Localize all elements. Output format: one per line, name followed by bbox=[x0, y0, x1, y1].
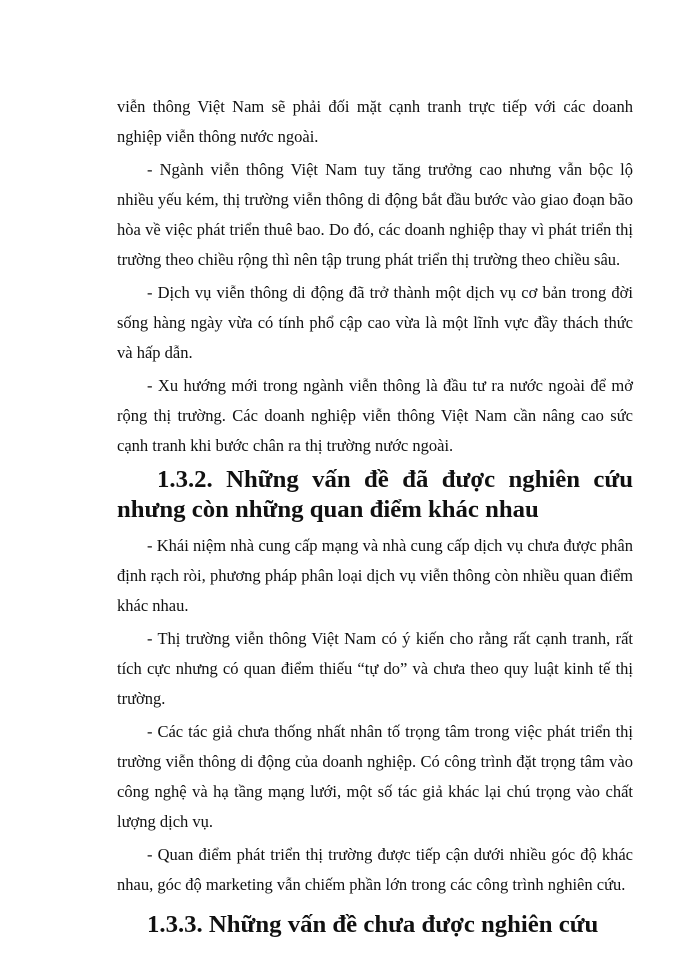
paragraph-market-approach: - Quan điểm phát triển thị trường được tiếp cận dưới nhiều góc độ khác nhau, góc độ marketing vẫn chiếm phần lớn trong các công trình nghiên cứu. bbox=[117, 845, 633, 894]
section-heading-1-3-2: 1.3.2. Những vấn đề đã được nghiên cứu nhưng còn những quan điểm khác nhau bbox=[117, 466, 633, 523]
document-body bbox=[117, 92, 633, 946]
paragraph-growth-weakness: - Ngành viễn thông Việt Nam tuy tăng trưởng cao nhưng vẫn bộc lộ nhiều yếu kém, thị trường viễn thông di động bắt đầu bước vào giao đoạn bão hòa về việc phát triển thuê bao. Do đó, các doanh nghiệp thay vì phát triển thị trường theo chiều rộng thì nên tập trung phát triển thị trường theo chiều sâu. bbox=[117, 160, 633, 269]
paragraph-foreign-investment: - Xu hướng mới trong ngành viễn thông là đầu tư ra nước ngoài để mở rộng thị trường. Các doanh nghiệp viễn thông Việt Nam cần nâng cao sức cạnh tranh khi bước chân ra thị trường nước ngoài. bbox=[117, 376, 633, 455]
section-heading-1-3-3: 1.3.3. Những vấn đề chưa được nghiên cứu bbox=[147, 911, 599, 938]
paragraph-provider-concept: - Khái niệm nhà cung cấp mạng và nhà cung cấp dịch vụ chưa được phân định rạch ròi, phương pháp phân loại dịch vụ viễn thông còn nhiều quan điểm khác nhau. bbox=[117, 536, 633, 615]
paragraph-mobile-service: - Dịch vụ viễn thông di động đã trở thành một dịch vụ cơ bản trong đời sống hàng ngày vừa có tính phổ cập cao vừa là một lĩnh vực đầy thách thức và hấp dẫn. bbox=[117, 283, 633, 362]
paragraph-market-opinion: - Thị trường viễn thông Việt Nam có ý kiến cho rằng rất cạnh tranh, rất tích cực nhưng có quan điểm thiếu “tự do” và chưa theo quy luật kinh tế thị trường. bbox=[117, 629, 633, 708]
paragraph-key-factors: - Các tác giả chưa thống nhất nhân tố trọng tâm trong việc phát triển thị trường viễn thông di động của doanh nghiệp. Có công trình đặt trọng tâm vào công nghệ và hạ tầng mạng lưới, một số tác giả khác lại chú trọng vào chất lượng dịch vụ. bbox=[117, 722, 633, 831]
paragraph-continuation: viễn thông Việt Nam sẽ phải đối mặt cạnh tranh trực tiếp với các doanh nghiệp viễn thông nước ngoài. bbox=[117, 97, 633, 146]
